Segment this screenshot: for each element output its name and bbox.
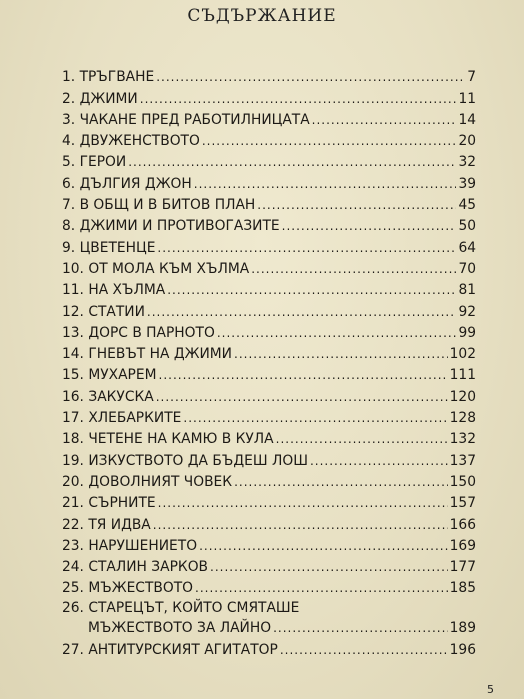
- toc-leader-dots: [234, 346, 448, 362]
- toc-page-number: 132: [449, 431, 476, 448]
- toc-entry-label: 14. ГНЕВЪТ НА ДЖИМИ: [62, 346, 232, 363]
- toc-entry-label: 8. ДЖИМИ И ПРОТИВОГАЗИТЕ: [62, 218, 280, 235]
- toc-page-number: 120: [449, 388, 476, 405]
- toc-entry: [62, 85, 476, 106]
- toc-entry: [62, 277, 476, 298]
- toc-page-number: 102: [449, 346, 476, 363]
- toc-entry: [62, 490, 476, 511]
- toc-entry: [62, 192, 476, 213]
- toc-entry: [62, 234, 476, 255]
- toc-entry: [62, 107, 476, 128]
- toc-entry: [62, 170, 476, 191]
- toc-entry-label: 4. ДВУЖЕНСТВОТО: [62, 133, 200, 150]
- toc-leader-dots: [282, 218, 457, 234]
- toc-leader-dots: [158, 495, 448, 511]
- toc-leader-dots: [199, 538, 448, 554]
- toc-entry-label: 1. ТРЪГВАНЕ: [62, 69, 155, 86]
- toc-entry: [62, 128, 476, 149]
- toc-page-number: 99: [458, 324, 476, 341]
- toc-entry-label: 18. ЧЕТЕНЕ НА КАМЮ В КУЛА: [62, 431, 274, 448]
- toc-page-number: 189: [449, 620, 476, 637]
- toc-entry: [62, 533, 476, 554]
- toc-entry-label: 26. СТАРЕЦЪТ, КОЙТО СМЯТАШЕ: [62, 600, 300, 617]
- toc-page-number: 11: [458, 90, 476, 107]
- toc-leader-dots: [280, 642, 448, 658]
- toc-entry: [62, 426, 476, 447]
- toc-leader-dots: [156, 389, 448, 405]
- toc-entry: [62, 596, 476, 636]
- toc-entry-label: 24. СТАЛИН ЗАРКОВ: [62, 559, 209, 576]
- toc-entry-label: 15. МУХАРЕМ: [62, 367, 157, 384]
- toc-entry-label: 12. СТАТИИ: [62, 303, 145, 320]
- toc-entry: [62, 554, 476, 575]
- toc-page-number: 111: [449, 367, 476, 384]
- toc-page-number: 169: [449, 537, 476, 554]
- toc-leader-dots: [128, 154, 456, 170]
- toc-entry: [62, 298, 476, 319]
- page-title: СЪДЪРЖАНИЕ: [187, 6, 337, 26]
- toc-entry-label: 16. ЗАКУСКА: [62, 388, 154, 405]
- toc-page-number: 14: [458, 111, 476, 128]
- toc-entry: [62, 256, 476, 277]
- toc-page-number: 196: [449, 641, 476, 658]
- toc-page-number: 150: [449, 473, 476, 490]
- toc-entry-label: 9. ЦВЕТЕНЦЕ: [62, 239, 156, 256]
- toc-leader-dots: [257, 197, 456, 213]
- toc-page-number: 70: [458, 260, 476, 277]
- toc-leader-dots: [157, 240, 456, 256]
- page-number-footer: 5: [487, 683, 494, 696]
- toc-entry-label: 13. ДОРС В ПАРНОТО: [62, 324, 215, 341]
- toc-leader-dots: [153, 517, 448, 533]
- toc-entry: [62, 469, 476, 490]
- toc-page-number: 92: [458, 303, 476, 320]
- toc-leader-dots: [310, 453, 448, 469]
- toc-entry-label: 19. ИЗКУСТВОТО ДА БЪДЕШ ЛОШ: [62, 452, 308, 469]
- toc-entry-label: 5. ГЕРОИ: [62, 154, 127, 171]
- toc-entry: [62, 511, 476, 532]
- toc-entry: [62, 149, 476, 170]
- toc-page-number: 50: [458, 218, 476, 235]
- toc-page-number: 39: [458, 175, 476, 192]
- toc-page-number: 185: [449, 580, 476, 597]
- toc-leader-dots: [159, 367, 448, 383]
- toc-page-number: 64: [458, 239, 476, 256]
- table-of-contents: [62, 64, 476, 658]
- toc-entry: [62, 341, 476, 362]
- toc-page-number: 45: [458, 197, 476, 214]
- toc-entry-label-continued: МЪЖЕСТВОТО ЗА ЛАЙНО: [88, 620, 272, 637]
- toc-entry-label: 2. ДЖИМИ: [62, 90, 138, 107]
- toc-leader-dots: [217, 325, 457, 341]
- toc-entry-label: 23. НАРУШЕНИЕТО: [62, 537, 198, 554]
- toc-entry: [62, 64, 476, 85]
- toc-entry-label: 25. МЪЖЕСТВОТО: [62, 580, 193, 597]
- toc-entry-label: 17. ХЛЕБАРКИТЕ: [62, 410, 182, 427]
- toc-page-number: 157: [449, 495, 476, 512]
- toc-leader-dots: [183, 410, 447, 426]
- toc-entry-label: 22. ТЯ ИДВА: [62, 516, 151, 533]
- toc-entry: [62, 447, 476, 468]
- toc-leader-dots: [167, 282, 456, 298]
- toc-leader-dots: [156, 69, 465, 85]
- toc-page-number: 7: [467, 69, 476, 86]
- toc-entry: [62, 575, 476, 596]
- toc-page-number: 177: [449, 559, 476, 576]
- toc-leader-dots: [234, 474, 448, 490]
- toc-leader-dots: [312, 112, 457, 128]
- toc-entry-label: 7. В ОБЩ И В БИТОВ ПЛАН: [62, 197, 256, 214]
- toc-leader-dots: [251, 261, 456, 277]
- toc-entry: [62, 636, 476, 657]
- toc-page-number: 32: [458, 154, 476, 171]
- toc-entry: [62, 383, 476, 404]
- toc-page-number: 166: [449, 516, 476, 533]
- toc-entry-label: 21. СЪРНИТЕ: [62, 495, 156, 512]
- toc-leader-dots: [195, 580, 448, 596]
- toc-page-number: 81: [458, 282, 476, 299]
- toc-entry: [62, 362, 476, 383]
- toc-leader-dots: [147, 304, 457, 320]
- toc-leader-dots: [273, 620, 448, 636]
- toc-entry-label: 27. АНТИТУРСКИЯТ АГИТАТОР: [62, 641, 278, 658]
- toc-leader-dots: [210, 559, 448, 575]
- toc-entry-label: 20. ДОВОЛНИЯТ ЧОВЕК: [62, 473, 233, 490]
- toc-entry-label: 10. ОТ МОЛА КЪМ ХЪЛМА: [62, 260, 250, 277]
- toc-leader-dots: [276, 431, 448, 447]
- toc-page-number: 137: [449, 452, 476, 469]
- toc-leader-dots: [194, 176, 457, 192]
- toc-page-number: 20: [458, 133, 476, 150]
- toc-entry-label: 11. НА ХЪЛМА: [62, 282, 166, 299]
- toc-leader-dots: [202, 133, 457, 149]
- toc-entry-label: 6. ДЪЛГИЯ ДЖОН: [62, 175, 192, 192]
- toc-page-number: 128: [449, 410, 476, 427]
- toc-leader-dots: [140, 91, 457, 107]
- toc-entry: [62, 405, 476, 426]
- toc-entry-label: 3. ЧАКАНЕ ПРЕД РАБОТИЛНИЦАТА: [62, 111, 310, 128]
- toc-entry: [62, 213, 476, 234]
- toc-entry: [62, 320, 476, 341]
